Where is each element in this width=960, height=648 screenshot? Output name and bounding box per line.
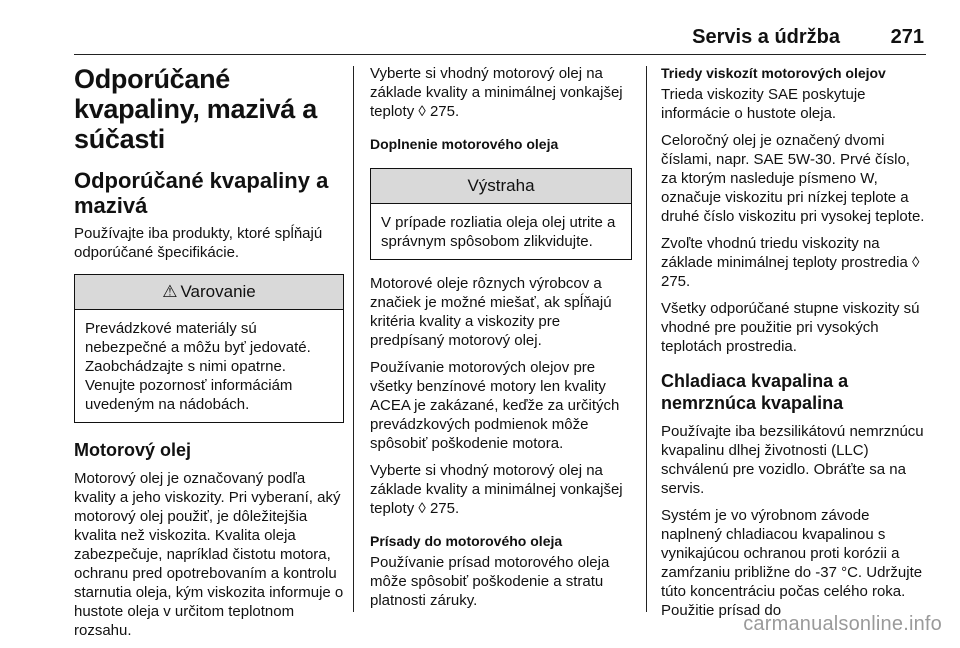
- oil-additives-heading: Prísady do motorového oleja: [370, 533, 563, 549]
- watermark: carmanualsonline.info: [743, 613, 942, 635]
- caution-box-header: [371, 169, 631, 204]
- warning-heading: Varovanie: [180, 282, 256, 301]
- page-header: [74, 24, 926, 55]
- intro-paragraph: Používajte iba produkty, ktoré spĺňajú odporúčané špecifikácie.: [74, 225, 323, 261]
- paragraph: Trieda viskozity SAE poskytuje informácie o hustote oleja.: [661, 86, 866, 122]
- warning-triangle-icon: ⚠: [162, 282, 178, 301]
- paragraph: Používanie prísad motorového oleja môže spôsobiť poškodenie a stratu platnosti záruky.: [370, 554, 610, 609]
- column-middle: [370, 64, 632, 618]
- caution-box: [370, 168, 632, 260]
- page-number: 271: [890, 26, 924, 48]
- column-right: [661, 64, 929, 628]
- paragraph: Celoročný olej je označený dvomi číslami, napr. SAE 5W-30. Prvé číslo, za ktorým nasleduje písmeno W, označuje viskozitu pri nízkej teplote a druhé číslo viskozitu pri vysokej teplote.: [661, 132, 925, 225]
- paragraph: Používanie motorových olejov pre všetky benzínové motory len kvality ACEA je zakázané, keďže za určitých prevádzkových podmienok môže spôsobiť poškodenie motora.: [370, 359, 620, 452]
- engine-oil-heading: Motorový olej: [74, 440, 192, 460]
- column-divider-2: [646, 66, 647, 612]
- paragraph: Systém je vo výrobnom závode naplnený chladiacou kvapalinou s vynikajúcou ochranou proti korózii a zamŕzaniu približne do -37 °C. Udržujte túto koncentráciu počas celého roka. Použitie prísad do: [661, 507, 923, 619]
- warning-box: [74, 274, 344, 423]
- caution-heading: Výstraha: [467, 176, 535, 195]
- section-heading: Odporúčané kvapaliny a mazivá: [74, 168, 329, 218]
- caution-text: V prípade rozliatia oleja olej utrite a správnym spôsobom zlikvidujte.: [381, 214, 616, 250]
- column-divider-1: [353, 66, 354, 612]
- paragraph: Vyberte si vhodný motorový olej na základe kvality a minimálnej vonkajšej teploty ◊ 275.: [370, 65, 623, 120]
- viscosity-classes-heading: Triedy viskozít motorových olejov: [661, 65, 886, 81]
- warning-text: Prevádzkové materiály sú nebezpečné a môžu byť jedovaté. Zaobchádzajte s nimi opatrne. Venujte pozornosť informáciám uvedeným na nádobách.: [85, 320, 311, 413]
- paragraph: Vyberte si vhodný motorový olej na základe kvality a minimálnej vonkajšej teploty ◊ 275.: [370, 462, 623, 517]
- column-left: [74, 64, 344, 648]
- warning-box-header: [75, 275, 343, 310]
- section-title: Servis a údržba: [692, 26, 840, 48]
- oil-refill-heading: Doplnenie motorového oleja: [370, 136, 559, 152]
- paragraph: Všetky odporúčané stupne viskozity sú vhodné pre použitie pri vysokých teplotách prostredia.: [661, 300, 920, 355]
- paragraph: Motorové oleje rôznych výrobcov a značiek je možné miešať, ak spĺňajú kritéria kvality a viskozity pre predpísaný motorový olej.: [370, 275, 612, 349]
- paragraph: Používajte iba bezsilikátovú nemrznúcu kvapalinu dlhej životnosti (LLC) schválenú pre vozidlo. Obráťte sa na servis.: [661, 423, 924, 497]
- coolant-heading: Chladiaca kvapalina a nemrznúca kvapalina: [661, 371, 849, 413]
- engine-oil-paragraph: Motorový olej je označovaný podľa kvality a jeho viskozity. Pri vyberaní, aký motorový olej použiť, je dôležitejšia kvalita než viskozita. Kvalita oleja zabezpečuje, napríklad čistotu motora, ochranu pred opotrebovaním a kontrolu starnutia oleja, kým viskozita informuje o hustote oleja v určitom teplotnom rozsahu.: [74, 470, 344, 639]
- paragraph: Zvoľte vhodnú triedu viskozity na základe minimálnej teploty prostredia ◊ 275.: [661, 235, 920, 290]
- chapter-title: Odporúčané kvapaliny, mazivá a súčasti: [74, 64, 317, 154]
